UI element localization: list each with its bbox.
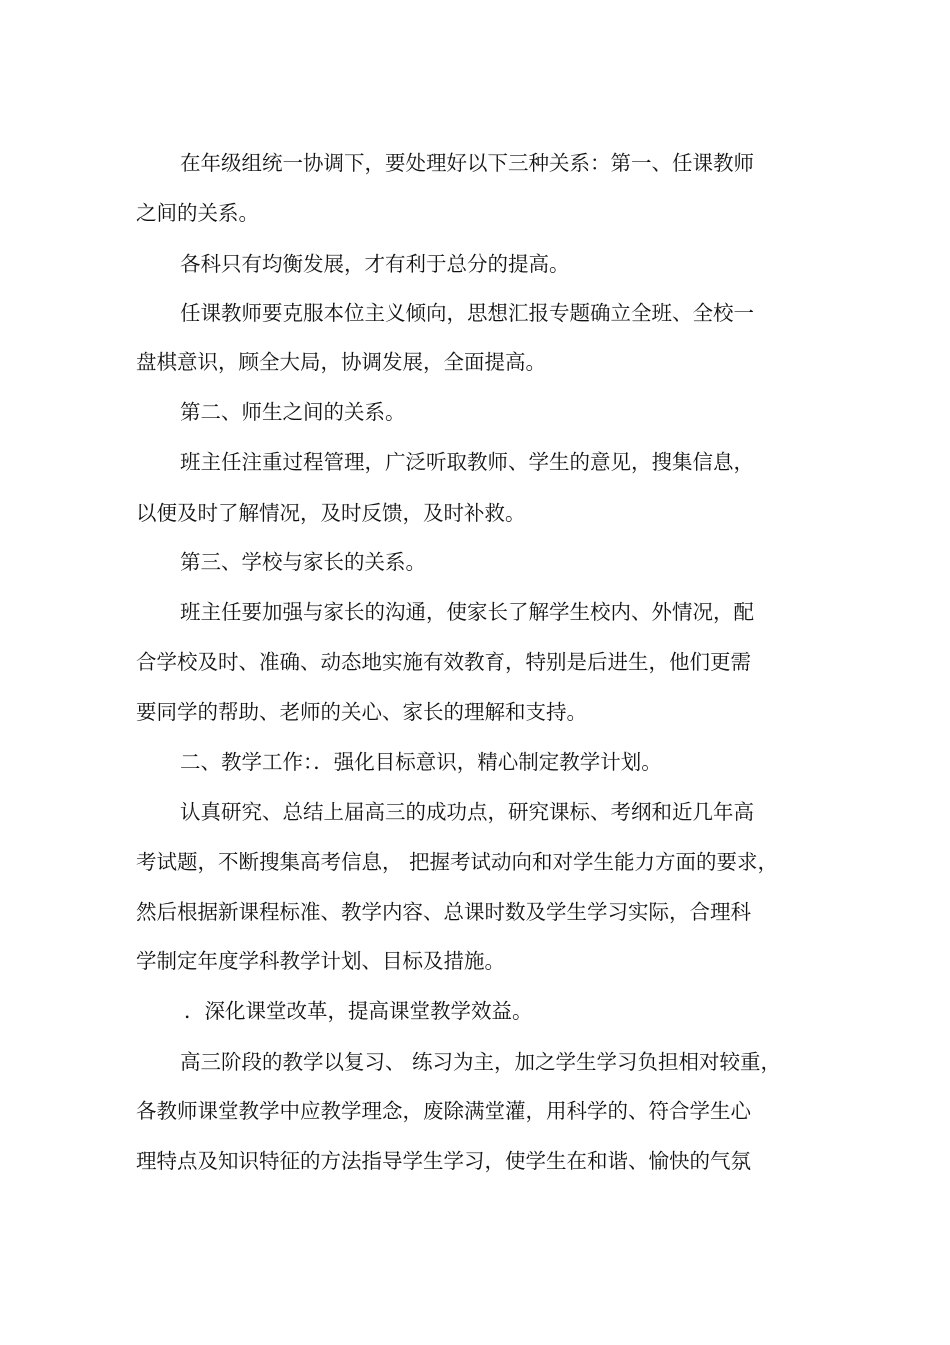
text-line: 各科只有均衡发展，才有利于总分的提高。 (180, 252, 570, 276)
text-line: 合学校及时、准确、动态地实施有效教育，特别是后进生，他们更需 (136, 650, 751, 674)
text-line: 第三、学校与家长的关系。 (180, 550, 426, 574)
text-line: 各教师课堂教学中应教学理念，废除满堂灌，用科学的、符合学生心 (136, 1099, 751, 1123)
text-line: ．深化课堂改革，提高课堂教学效益。 (184, 999, 533, 1023)
text-line: 班主任要加强与家长的沟通，使家长了解学生校内、外情况，配 (180, 600, 754, 624)
text-line: 高三阶段的教学以复习、 练习为主，加之学生学习负担相对较重， (180, 1050, 782, 1074)
text-line: 然后根据新课程标准、教学内容、总课时数及学生学习实际，合理科 (136, 900, 751, 924)
text-line: 二、教学工作：．强化目标意识，精心制定教学计划。 (180, 750, 662, 774)
text-line: 之间的关系。 (136, 201, 259, 225)
text-line: 任课教师要克服本位主义倾向，思想汇报专题确立全班、全校一 (180, 301, 754, 325)
text-line: 第二、师生之间的关系。 (180, 400, 406, 424)
text-line: 考试题，不断搜集高考信息， 把握考试动向和对学生能力方面的要求， (136, 850, 779, 874)
text-line: 盘棋意识，顾全大局，协调发展，全面提高。 (136, 350, 546, 374)
text-line: 认真研究、总结上届高三的成功点，研究课标、考纲和近几年高 (180, 800, 754, 824)
text-line: 要同学的帮助、老师的关心、家长的理解和支持。 (136, 700, 587, 724)
text-line: 理特点及知识特征的方法指导学生学习，使学生在和谐、愉快的气氛 (136, 1149, 751, 1173)
text-line: 在年级组统一协调下，要处理好以下三种关系：第一、任课教师 (180, 151, 754, 175)
text-line: 班主任注重过程管理，广泛听取教师、学生的意见，搜集信息， (180, 450, 754, 474)
text-line: 以便及时了解情况，及时反馈，及时补救。 (136, 501, 526, 525)
text-line: 学制定年度学科教学计划、目标及措施。 (136, 949, 505, 973)
